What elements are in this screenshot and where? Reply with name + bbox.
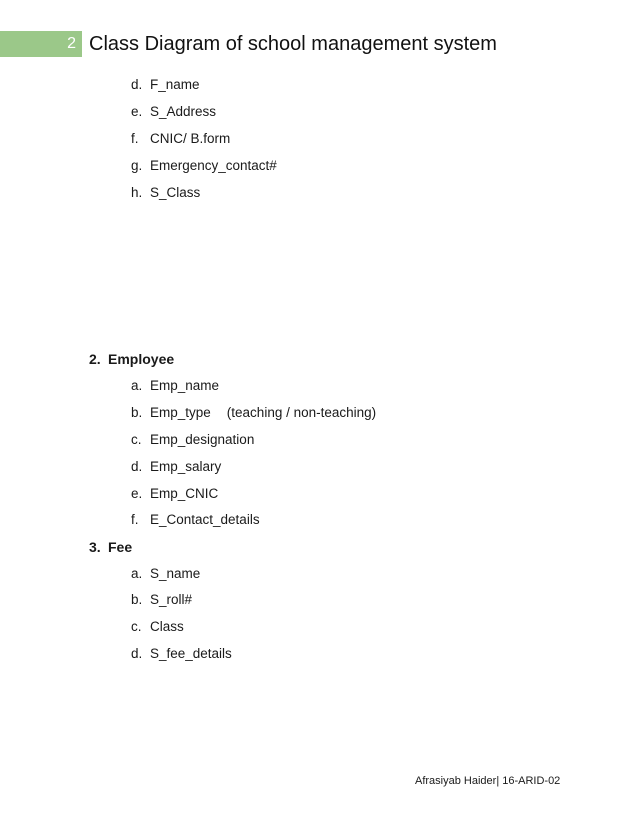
- list-item-text: Class: [150, 619, 184, 634]
- list-marker: d.: [131, 77, 143, 92]
- list-item: [131, 103, 216, 121]
- list-item: [131, 591, 192, 609]
- section-title: Employee: [108, 351, 175, 367]
- list-marker: f.: [131, 131, 139, 146]
- list-item: [131, 511, 260, 529]
- list-marker: b.: [131, 592, 143, 607]
- list-item-text: Emp_designation: [150, 432, 255, 447]
- section-heading-employee: [89, 350, 174, 368]
- list-item-text: S_roll#: [150, 592, 193, 607]
- list-item: [131, 130, 230, 148]
- list-item: [131, 404, 376, 422]
- list-item-text: Emp_type: [150, 405, 211, 420]
- list-marker: c.: [131, 432, 142, 447]
- list-item: [131, 485, 218, 503]
- page-title: Class Diagram of school management system: [89, 33, 497, 55]
- page-footer: Afrasiyab Haider| 16-ARID-02: [415, 775, 561, 787]
- list-item: [131, 76, 200, 94]
- list-item-text: Emp_CNIC: [150, 486, 219, 501]
- list-item: [131, 565, 200, 583]
- list-item-text: S_fee_details: [150, 646, 232, 661]
- section-number: 2.: [89, 351, 101, 367]
- list-item-text: Emp_salary: [150, 459, 222, 474]
- list-item: [131, 157, 277, 175]
- list-item-text: Emergency_contact#: [150, 158, 277, 173]
- page-number-badge: [0, 31, 82, 57]
- section-title: Fee: [108, 539, 133, 555]
- section-number: 3.: [89, 539, 101, 555]
- list-item: [131, 645, 232, 663]
- list-item: [131, 377, 219, 395]
- section-heading-fee: [89, 538, 132, 556]
- list-marker: e.: [131, 104, 143, 119]
- list-marker: d.: [131, 459, 143, 474]
- list-item: [131, 458, 221, 476]
- list-marker: e.: [131, 486, 143, 501]
- list-item: [131, 184, 200, 202]
- list-item-note: (teaching / non-teaching): [226, 405, 377, 420]
- list-item-text: S_Address: [150, 104, 217, 119]
- list-marker: b.: [131, 405, 143, 420]
- list-marker: f.: [131, 512, 139, 527]
- list-item-text: S_name: [150, 566, 201, 581]
- page-number: 2: [67, 35, 76, 52]
- list-marker: c.: [131, 619, 142, 634]
- list-marker: g.: [131, 158, 143, 173]
- list-item-text: F_name: [150, 77, 200, 92]
- list-marker: a.: [131, 566, 143, 581]
- list-marker: d.: [131, 646, 143, 661]
- list-item: [131, 618, 184, 636]
- list-item-text: Emp_name: [150, 378, 220, 393]
- list-marker: a.: [131, 378, 143, 393]
- list-marker: h.: [131, 185, 143, 200]
- list-item-text: CNIC/ B.form: [150, 131, 231, 146]
- list-item-text: S_Class: [150, 185, 201, 200]
- list-item: [131, 431, 254, 449]
- list-item-text: E_Contact_details: [150, 512, 260, 527]
